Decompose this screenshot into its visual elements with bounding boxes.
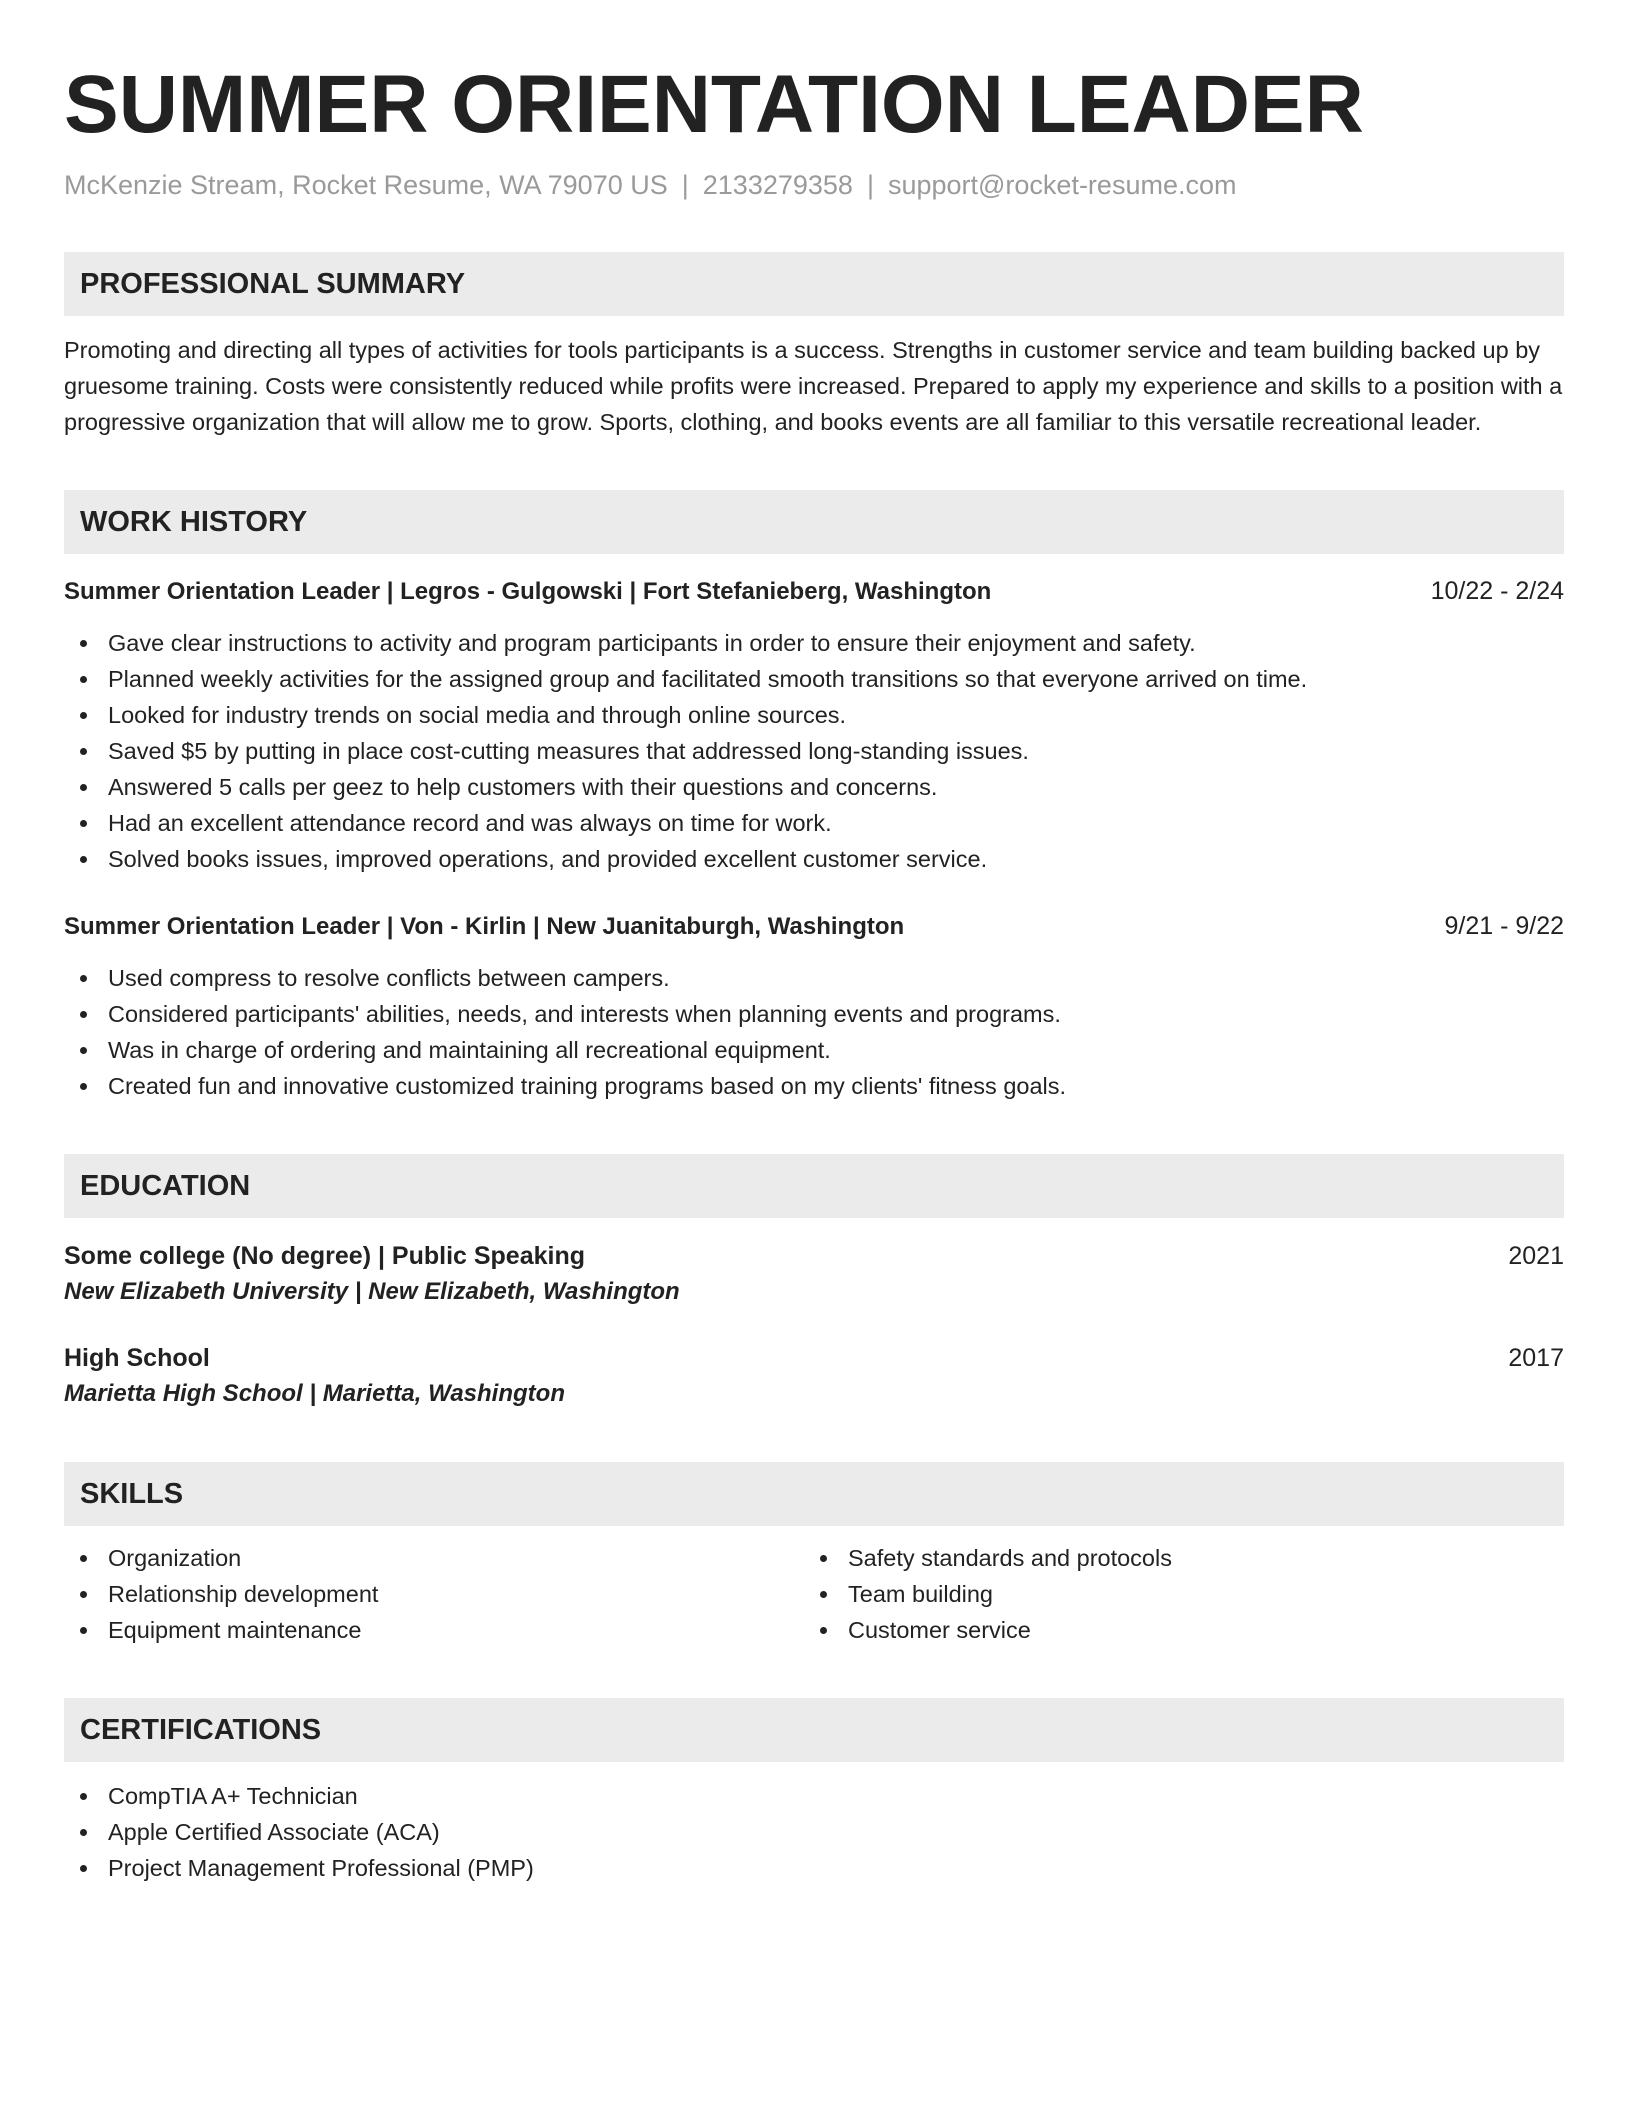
education-year: 2021 [1508,1242,1564,1270]
work-history-section [64,490,1564,1104]
section-title-work-history: WORK HISTORY [64,490,1564,554]
skill-item: Customer service [804,1612,1544,1648]
summary-text: Promoting and directing all types of activities for tools participants is a success. Strengths in customer service and team building backed up by gruesome training. Costs were consistently reduced while profits were increased. Prepared to apply my experience and skills to a position with a progressive organization that will allow me to grow. Sports, clothing, and books events are all familiar to this versatile recreational leader. [64,337,1563,435]
job-bullet: Had an excellent attendance record and was always on time for work. [64,805,1564,841]
contact-phone: 2133279358 [702,170,853,200]
job-dates: 9/21 - 9/22 [1444,912,1564,940]
skill-item: Organization [64,1540,804,1576]
education-header [64,1340,1564,1376]
job-bullet: Looked for industry trends on social media and through online sources. [64,697,1564,733]
contact-line [64,168,1564,202]
skill-item: Team building [804,1576,1544,1612]
contact-address: McKenzie Stream, Rocket Resume, WA 79070 US [64,170,668,200]
job-bullet: Considered participants' abilities, needs, and interests when planning events and programs. [64,996,1564,1032]
section-title-summary: PROFESSIONAL SUMMARY [64,252,1564,316]
job-bullets [64,625,1564,877]
skill-item: Relationship development [64,1576,804,1612]
certifications-section [64,1698,1564,1886]
contact-separator: | [681,170,689,200]
contact-email: support@rocket-resume.com [887,170,1237,200]
job-bullet: Created fun and innovative customized training programs based on my clients' fitness goals. [64,1068,1564,1104]
job-dates: 10/22 - 2/24 [1430,577,1564,605]
job-bullet: Used compress to resolve conflicts between campers. [64,960,1564,996]
education-header [64,1238,1564,1274]
job-bullet: Saved $5 by putting in place cost-cutting measures that addressed long-standing issues. [64,733,1564,769]
section-title-certifications: CERTIFICATIONS [64,1698,1564,1762]
skill-item: Equipment maintenance [64,1612,804,1648]
education-section [64,1154,1564,1412]
education-year: 2017 [1508,1344,1564,1372]
job-entry [64,909,1564,1104]
job-bullet: Answered 5 calls per geez to help customers with their questions and concerns. [64,769,1564,805]
certification-item: CompTIA A+ Technician [64,1778,1564,1814]
skill-item: Safety standards and protocols [804,1540,1544,1576]
job-bullet: Gave clear instructions to activity and program participants in order to ensure their enjoyment and safety. [64,625,1564,661]
job-heading: Summer Orientation Leader | Von - Kirlin | New Juanitaburgh, Washington [64,913,905,940]
job-bullets [64,960,1564,1104]
section-title-education: EDUCATION [64,1154,1564,1218]
skills-section [64,1462,1564,1648]
job-heading: Summer Orientation Leader | Legros - Gulgowski | Fort Stefanieberg, Washington [64,578,992,605]
education-school: Marietta High School | Marietta, Washington [64,1380,565,1407]
job-entry [64,574,1564,877]
education-degree: Some college (No degree) | Public Speaking [64,1242,586,1270]
certification-list [64,1778,1564,1886]
education-entry [64,1238,1564,1310]
certification-item: Project Management Professional (PMP) [64,1850,1564,1886]
resume-page [64,56,1564,1886]
job-header [64,909,1564,944]
skills-column-left [64,1540,804,1648]
education-entry [64,1340,1564,1412]
job-bullet: Solved books issues, improved operations, and provided excellent customer service. [64,841,1564,877]
skills-column-right [804,1540,1544,1648]
resume-name: SUMMER ORIENTATION LEADER [64,59,1364,150]
certification-item: Apple Certified Associate (ACA) [64,1814,1564,1850]
job-bullet: Planned weekly activities for the assigned group and facilitated smooth transitions so that everyone arrived on time. [64,661,1564,697]
job-bullet: Was in charge of ordering and maintaining all recreational equipment. [64,1032,1564,1068]
job-header [64,574,1564,609]
section-title-skills: SKILLS [64,1462,1564,1526]
skills-grid [64,1540,1564,1648]
education-degree: High School [64,1344,210,1372]
summary-section [64,252,1564,440]
education-school: New Elizabeth University | New Elizabeth, Washington [64,1278,680,1305]
contact-separator: | [866,170,874,200]
